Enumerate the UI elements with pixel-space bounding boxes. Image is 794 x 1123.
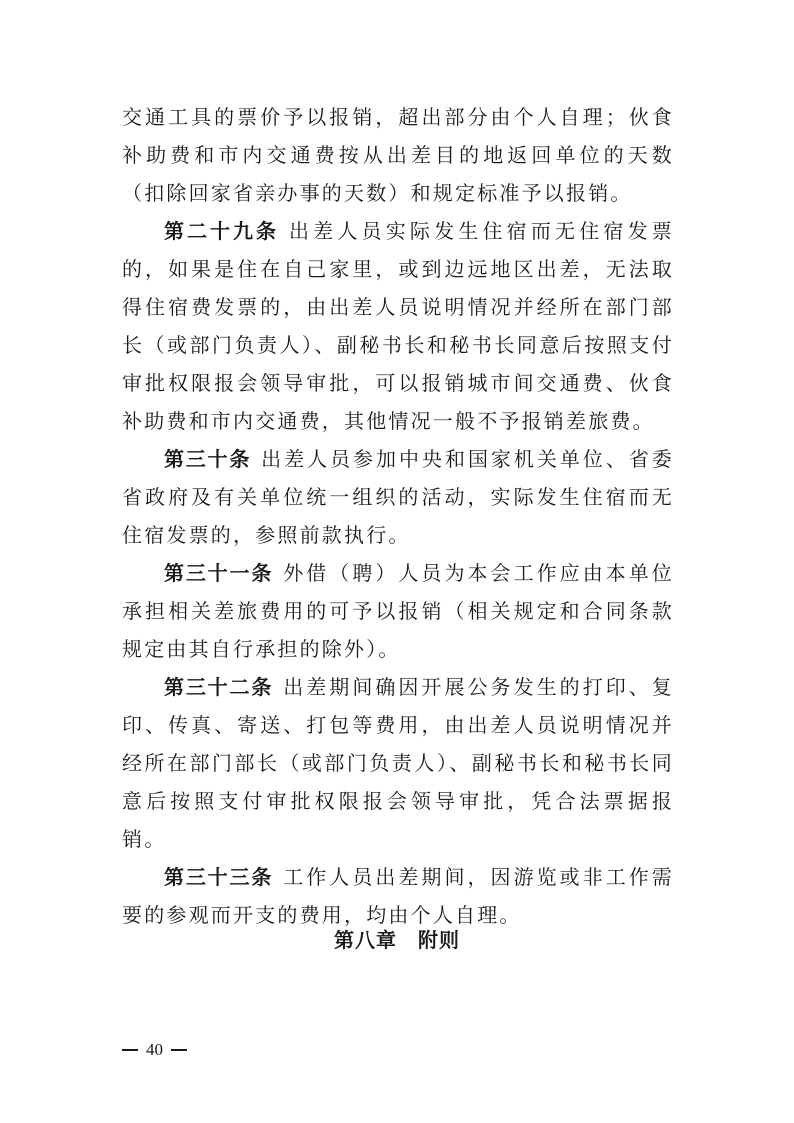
paragraph-article-31 — [122, 554, 674, 668]
paragraph-article-30 — [122, 440, 674, 554]
page-number-value: 40 — [146, 1040, 163, 1059]
paragraph-text: 出差人员参加中央和国家机关单位、省委省政府及有关单位统一组织的活动，实际发生住宿而无住宿发票的，参照前款执行。 — [122, 447, 674, 547]
paragraph-text: 出差人员实际发生住宿而无住宿发票的，如果是住在自己家里，或到边远地区出差，无法取得住宿费发票的，由出差人员说明情况并经所在部门部长（或部门负责人）、副秘书长和秘书长同意后按照支付审批权限报会领导审批，可以报销城市间交通费、伙食补助费和市内交通费，其他情况一般不予报销差旅费。 — [122, 219, 675, 433]
article-number: 第三十二条 — [164, 675, 274, 699]
page-number-left-dash — [122, 1049, 138, 1051]
paragraph-text: 外借（聘）人员为本会工作应由本单位承担相关差旅费用的可予以报销（相关规定和合同条款规定由其自行承担的除外）。 — [122, 561, 675, 661]
paragraph-text: 交通工具的票价予以报销，超出部分由个人自理；伙食补助费和市内交通费按从出差目的地返回单位的天数（扣除回家省亲办事的天数）和规定标准予以报销。 — [122, 105, 674, 205]
body-text — [122, 98, 674, 934]
page-number-right-dash — [171, 1049, 187, 1051]
article-number: 第二十九条 — [164, 219, 279, 243]
paragraph-article-32 — [122, 668, 674, 858]
paragraph-text: 工作人员出差期间，因游览或非工作需要的参观而开支的费用，均由个人自理。 — [122, 865, 675, 927]
paragraph-article-33 — [122, 858, 674, 934]
article-number: 第三十条 — [164, 447, 252, 471]
page-number — [122, 1040, 187, 1060]
paragraph-text: 出差期间确因开展公务发生的打印、复印、传真、寄送、打包等费用，由出差人员说明情况并经所在部门部长（或部门负责人）、副秘书长和秘书长同意后按照支付审批权限报会领导审批，凭合法票据报销。 — [122, 675, 675, 851]
paragraph-article-29 — [122, 212, 674, 440]
article-number: 第三十三条 — [164, 865, 274, 889]
paragraph-continuation — [122, 98, 674, 212]
article-number: 第三十一条 — [164, 561, 274, 585]
chapter-heading: 第八章 附则 — [334, 928, 460, 952]
